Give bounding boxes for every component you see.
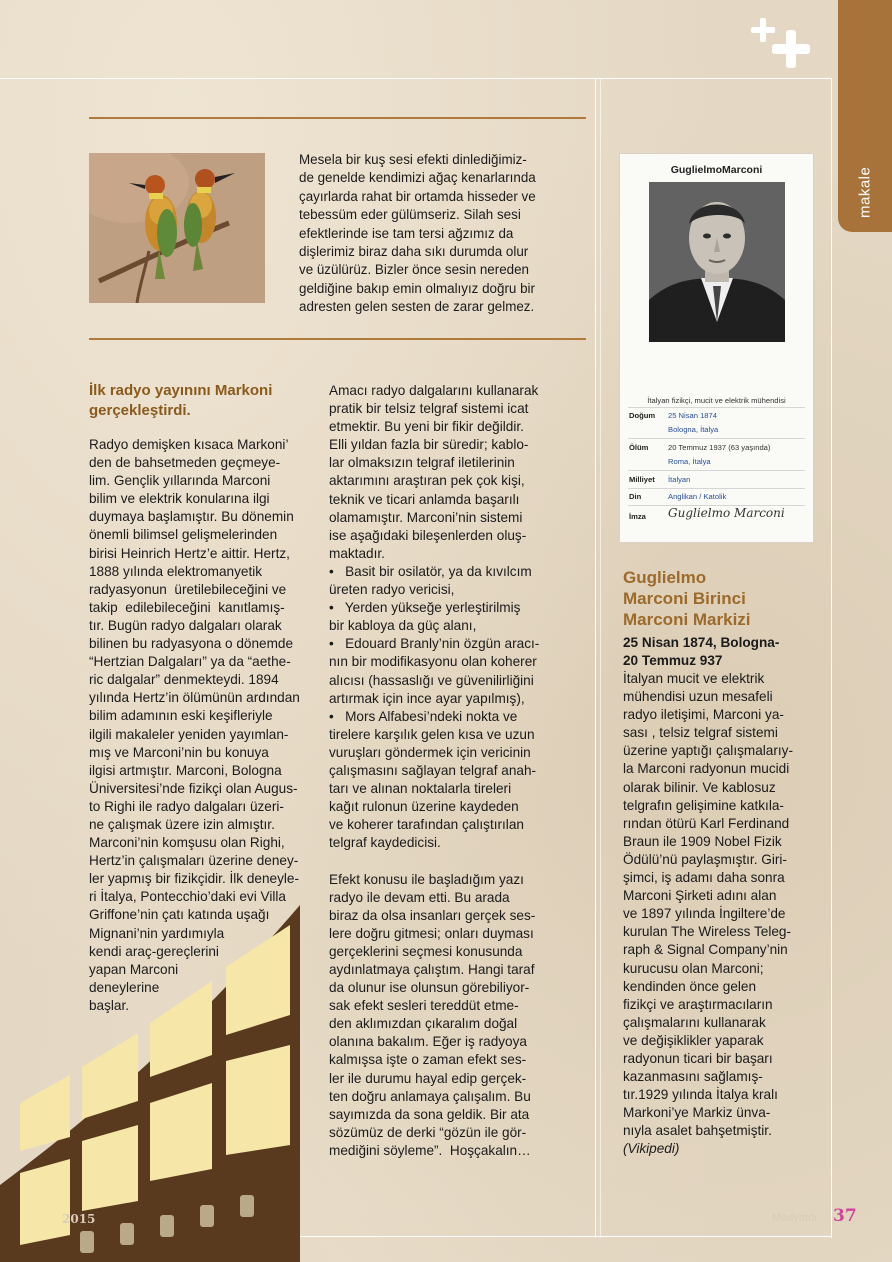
text-line: lim. Gençlik yıllarında Marconi (89, 473, 271, 489)
text-line: çalışmalarını kullanarak (623, 1014, 766, 1030)
text-line: ric dalgalar” denmekteydi. 1894 (89, 672, 279, 688)
text-line: üreten radyo vericisi, (329, 582, 455, 598)
text-line: sası , telsiz telgraf sistemi (623, 725, 778, 741)
text-line: alıcısı (hassaslığı ve güvenilirliğini (329, 672, 534, 688)
text-line: etmektir. Bu yeni bir fikir değildir. (329, 419, 524, 435)
text-line: duymaya başlamıştır. Bu dönemin (89, 509, 294, 525)
infobox-death-date: 20 Temmuz 1937 (63 yaşında) (668, 443, 771, 452)
text-line: Elli yıldan fazla bir süredir; kablo- (329, 437, 529, 453)
text-line: raph & Signal Company’nin (623, 942, 788, 958)
infobox-caption: İtalyan fizikçi, mucit ve elektrik mühendisi (647, 396, 786, 405)
text-line: tebessüm eder gülümseriz. Silah sesi (299, 207, 521, 223)
text-line: ler yapmış bir fizikçidir. İlk deneyle- (89, 871, 300, 887)
bee-eater-birds-photo (89, 153, 265, 303)
text-line: mediğini söyleme”. Hoşçakalın… (329, 1142, 531, 1158)
text-line: olarak bilinir. Ve kablosuz (623, 779, 776, 795)
text-line: sözümüz de derki “gözün ile gör- (329, 1124, 527, 1140)
text-line: Amacı radyo dalgalarını kullanarak (329, 383, 539, 398)
text-line: Mignani’nin yardımıyla (89, 925, 225, 941)
text-line: fizikçi ve araştırmacıların (623, 996, 773, 1012)
intro-paragraph (299, 151, 584, 317)
text-line: kendi araç-gereçlerini (89, 943, 219, 959)
heading-line: Marconi Birinci (623, 589, 746, 608)
infobox-religion[interactable]: Anglikan / Katolik (668, 492, 727, 501)
infobox-separator (628, 488, 805, 489)
text-line: çalışmasını sağlayan telgraf anah- (329, 762, 537, 778)
column-divider-line-2 (600, 78, 601, 1238)
signature-image: Guglielmo Marconi (668, 506, 785, 520)
text-line: nıyla asalet bahşetmiştir. (623, 1123, 772, 1139)
page-number: 37 (833, 1206, 857, 1226)
text-line: takip edilebileceğini kanıtlamış- (89, 599, 285, 615)
text-line: olamamıştır. Marconi’nin sistemi (329, 509, 523, 525)
text-line: çayırlarda rahat bir ortamda hisseder ve (299, 188, 536, 204)
heading-line: Marconi Markizi (623, 610, 751, 629)
text-line: sayımızda da sona geldik. Bir ata (329, 1106, 530, 1122)
text-line: aktarımını araştıran pek çok kişi, (329, 473, 525, 489)
text-line: ne çalışmak üzere izin almıştır. (89, 816, 275, 832)
text-line: Markoni’ye Markiz ünva- (623, 1105, 771, 1121)
text-line: efektlerinde ise tam tersi ağzımız da (299, 225, 514, 241)
text-line: • Edouard Branly’nin özgün aracı- (329, 636, 540, 652)
text-line: kalmışsa işte o zaman efekt ses- (329, 1052, 527, 1068)
text-line: bilim adamının eski keşifleriyle (89, 708, 273, 724)
left-column-heading (89, 381, 319, 421)
text-line: da olunur ise olunsun görebiliyor- (329, 980, 530, 996)
infobox-separator (628, 407, 805, 408)
text-line: ve koherer tarafından çalıştırılan (329, 817, 524, 833)
text-line: birisi Heinrich Hertz’e aittir. Hertz, (89, 545, 290, 561)
text-line: aydınlatmaya çalıştım. Hangi taraf (329, 962, 535, 977)
text-line: Marconi Şirketi adını alan (623, 888, 777, 904)
subheading-line: 25 Nisan 1874, Bologna- (623, 635, 780, 650)
heading-line: Guglielmo (623, 568, 707, 587)
text-line: 1888 yılında elektromanyetik (89, 563, 263, 579)
text-line: “Hertzian Dalgaları” ya da “aethe- (89, 654, 291, 670)
heading-line: gerçekleştirdi. (89, 402, 191, 419)
footer-year: 2015 (62, 1212, 96, 1226)
text-line: yapan Marconi (89, 961, 179, 977)
text-line: telgrafın gelişimine katkıla- (623, 797, 784, 813)
heading-line: İlk radyo yayınını Markoni (89, 382, 273, 399)
text-line: ilgili makaleler yeniden yayımlan- (89, 726, 289, 742)
side-heading (623, 567, 803, 630)
infobox-separator (628, 438, 805, 439)
text-line (329, 852, 589, 870)
top-frame-line (0, 78, 832, 79)
middle-column-text (329, 382, 589, 1160)
text-line: ise aşağıdaki bileşenlerden oluş- (329, 527, 527, 543)
text-line: tır. Bugün radyo dalgaları olarak (89, 617, 282, 633)
infobox-label-death: Ölüm (629, 443, 649, 452)
infobox-nationality[interactable]: İtalyan (668, 475, 691, 484)
text-line: kağıt rulonun üzerine kaydeden (329, 799, 519, 815)
text-line: artırmak için ince ayar yapılmış), (329, 690, 525, 706)
text-line: mühendisi uzun mesafeli (623, 689, 773, 705)
column-divider-line (595, 78, 596, 1238)
text-line: ten doğru anlamaya çalışalım. Bu (329, 1088, 531, 1104)
text-line: tır.1929 yılında İtalya kralı (623, 1087, 778, 1103)
text-line: Efekt konusu ile başladığım yazı (329, 871, 524, 887)
text-line: üzerine yaptığı çalışmalarıy- (623, 743, 793, 759)
text-line: rından ötürü Karl Ferdinand (623, 815, 790, 831)
infobox-birth-place[interactable]: Bologna, İtalya (668, 425, 719, 434)
text-line: Üniversitesi’nde fizikçi olan Augus- (89, 780, 298, 796)
text-line: tirelere karşılık gelen kısa ve uzun (329, 726, 535, 742)
infobox-birth-date[interactable]: 25 Nisan 1874 (668, 411, 717, 420)
text-line: önemli bilimsel gelişmelerinden (89, 527, 278, 543)
text-line: ri İtalya, Pontecchio’daki evi Villa (89, 889, 286, 905)
infobox-death-place[interactable]: Roma, İtalya (668, 457, 711, 466)
text-line: bilim ve elektrik konularına ilgi (89, 491, 270, 507)
text-line: lere doğru gitmesi; onları duyması (329, 925, 534, 941)
text-line: de genelde kendimizi ağaç kenarlarında (299, 170, 536, 186)
text-line: ve üzülürüz. Bizler önce sesin nereden (299, 262, 530, 278)
text-line: tarı ve alınan noktalarla tireleri (329, 781, 512, 797)
text-line: la Marconi radyonun mucidi (623, 761, 790, 777)
text-line: den de bahsetmeden geçmeye- (89, 455, 281, 471)
text-line: deneylerine (89, 979, 160, 995)
text-line: radyo iletişimi, Marconi ya- (623, 707, 784, 723)
text-line: • Basit bir osilatör, ya da kıvılcım (329, 563, 532, 579)
text-line: yılında Hertz’in ölümünün ardından (89, 690, 300, 706)
text-line: kendinden önce gelen (623, 978, 757, 994)
text-line: ve 1897 yılında İngiltere’de (623, 906, 786, 922)
text-line: ilgisi artmıştır. Marconi, Bologna (89, 762, 282, 778)
text-line: pratik bir telsiz telgraf sistemi icat (329, 401, 529, 417)
infobox-label-birth: Doğum (629, 411, 656, 420)
infobox-separator (628, 470, 805, 471)
text-line: kazanmasını sağlamış- (623, 1069, 763, 1085)
text-line: Ödülü’nü paylaşmıştır. Giri- (623, 851, 787, 867)
text-line: mış ve Marconi’nin bu konuya (89, 744, 269, 760)
text-line: ler ile durumu hayal edip gerçek- (329, 1070, 527, 1086)
text-line: kurucusu olan Marconi; (623, 960, 764, 976)
text-line: lar olmaksızın telgraf iletilerinin (329, 455, 515, 471)
text-line: dişlerimiz biraz daha sıkı durumda olur (299, 244, 529, 260)
text-line: Griffone’nin çatı katında uşağı (89, 907, 270, 923)
text-line: İtalyan mucit ve elektrik (623, 671, 765, 686)
text-line: Marconi’nin komşusu olan Righi, (89, 835, 285, 851)
text-line: başlar. (89, 997, 130, 1013)
text-line: nın bir modifikasyonu olan koherer (329, 654, 537, 670)
intro-top-rule (89, 117, 586, 119)
text-line: den aklımızdan çıkaralım doğal (329, 1016, 518, 1032)
text-line: ve değişiklikler yaparak (623, 1032, 764, 1048)
text-line: Hertz’in çalışmaları üzerine deney- (89, 853, 299, 869)
text-line: Mesela bir kuş sesi efekti dinlediğimiz- (299, 152, 527, 167)
text-line: adresten gelen sesten de zarar gelmez. (299, 299, 535, 315)
text-line: biraz da olsa insanları gerçek ses- (329, 907, 536, 923)
text-line: to Righi ile radyo dalgaları üzeri- (89, 798, 284, 814)
side-source: (Vikipedi) (623, 1141, 680, 1156)
text-line: vuruşları göndermek için vericinin (329, 744, 531, 760)
side-column-text (623, 670, 808, 1140)
text-line: radyo ile devam etti. Bu arada (329, 889, 510, 905)
marconi-infobox (619, 153, 814, 543)
text-line: bilinen bu radyasyona o dönemde (89, 636, 294, 652)
text-line: • Yerden yükseğe yerleştirilmiş (329, 600, 521, 616)
text-line: olanına bakalım. Eğer iş radyoya (329, 1034, 527, 1050)
text-line: maktadır. (329, 545, 385, 561)
text-line: • Mors Alfabesi’ndeki nokta ve (329, 708, 518, 724)
text-line: geldiğine bakıp emin olmalıyız doğru bir (299, 280, 535, 296)
infobox-label-nationality: Milliyet (629, 475, 655, 484)
film-strip-decoration (0, 905, 300, 1262)
text-line: Braun ile 1909 Nobel Fizik (623, 833, 782, 849)
text-line: gerçeklerini seçmesi konusunda (329, 943, 523, 959)
text-line: sak efekt sesleri tereddüt etme- (329, 998, 519, 1014)
text-line: Radyo demişken kısaca Markoni’ (89, 437, 289, 452)
infobox-title: GuglielmoMarconi (670, 164, 763, 176)
text-line: bir kabloya da güç alanı, (329, 618, 477, 634)
footer-magazine-name: Medyatör (772, 1212, 818, 1224)
marconi-portrait-photo (649, 182, 785, 342)
side-subheading (623, 634, 803, 670)
subheading-line: 20 Temmuz 937 (623, 653, 723, 669)
text-line: telgraf kaydedicisi. (329, 835, 441, 851)
infobox-label-religion: Din (629, 492, 642, 501)
text-line: radyonun ticari bir başarı (623, 1050, 773, 1066)
text-line: radyasyonun üretilebileceğini ve (89, 581, 287, 597)
infobox-label-signature: İmza (629, 512, 646, 521)
text-line: şimci, iş adamı daha sonra (623, 870, 785, 886)
right-frame-line (831, 78, 832, 1238)
text-line: teknik ve ticari anlamda başarılı (329, 491, 520, 507)
text-line: kurulan The Wireless Teleg- (623, 924, 791, 940)
intro-bottom-rule (89, 338, 586, 340)
section-tab-label: makale (856, 166, 874, 218)
